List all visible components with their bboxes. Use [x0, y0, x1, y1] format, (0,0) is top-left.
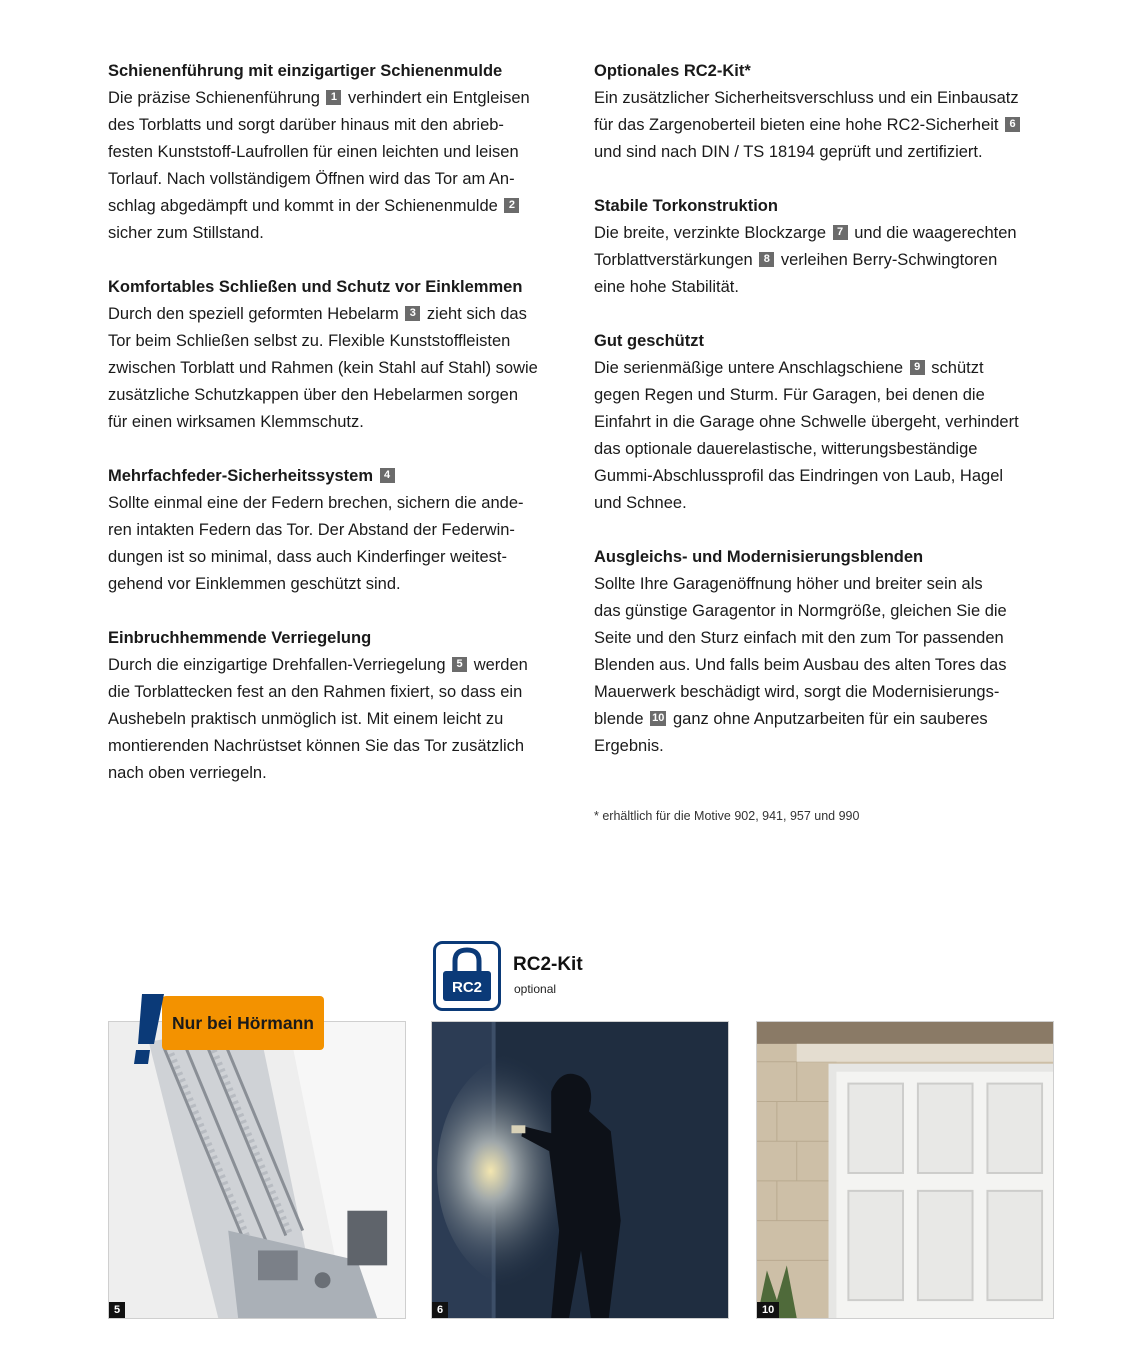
- body-line: des Torblatts und sorgt darüber hinaus mit den abrieb-: [108, 116, 504, 134]
- body-line: das günstige Garagentor in Normgröße, gleichen Sie die: [594, 602, 1007, 620]
- photo-number: 6: [432, 1302, 448, 1318]
- body-line: Durch die einzigartige Drehfallen-Verriegelung 5 werden: [108, 656, 528, 674]
- callout-badge: 6: [1005, 117, 1020, 132]
- callout-badge: 4: [380, 468, 395, 483]
- body-line: gegen Regen und Sturm. Für Garagen, bei denen die: [594, 386, 985, 404]
- white-garage-door-photo: [756, 1021, 1054, 1319]
- section-heading: Komfortables Schließen und Schutz vor Einklemmen: [108, 278, 523, 296]
- body-line: zwischen Torblatt und Rahmen (kein Stahl auf Stahl) sowie: [108, 359, 538, 377]
- callout-badge: 8: [759, 252, 774, 267]
- section-heading: Schienenführung mit einzigartiger Schienenmulde: [108, 62, 503, 80]
- photo-number: 10: [757, 1302, 779, 1318]
- text-section: [594, 58, 1059, 166]
- callout-badge: 10: [652, 712, 665, 724]
- text-section: [108, 625, 573, 787]
- body-line: Die präzise Schienenführung 1 verhindert ein Entgleisen: [108, 89, 530, 107]
- body-line: schlag abgedämpft und kommt in der Schienenmulde 2: [108, 193, 573, 220]
- body-line: sicher zum Stillstand.: [108, 224, 264, 242]
- section-heading: Einbruchhemmende Verriegelung: [108, 629, 372, 647]
- svg-text:RC2: RC2: [451, 979, 483, 996]
- burglar-flashlight-photo: [431, 1021, 729, 1319]
- promo-ribbon: Nur bei Hörmann: [162, 996, 324, 1050]
- callout-badge: 9: [910, 360, 925, 375]
- body-line: Ein zusätzlicher Sicherheitsverschluss und ein Einbausatz: [594, 89, 1019, 107]
- body-line: Tor beim Schließen selbst zu. Flexible Kunststoffleisten: [108, 332, 511, 350]
- body-line: Gummi-Abschlussprofil das Eindringen von Laub, Hagel: [594, 467, 1004, 485]
- body-line: Die serienmäßige untere Anschlagschiene 9 schützt: [594, 359, 984, 377]
- body-line: dungen ist so minimal, dass auch Kinderfinger weitest-: [108, 548, 507, 566]
- body-line: Die breite, verzinkte Blockzarge 7 und die waagerechten: [594, 224, 1017, 242]
- body-line: nach oben verriegeln.: [108, 764, 267, 782]
- body-line: und sind nach DIN / TS 18194 geprüft und zertifiziert.: [594, 143, 983, 161]
- section-heading: Optionales RC2-Kit*: [594, 62, 751, 80]
- body-line: Mauerwerk beschädigt wird, sorgt die Modernisierungs-: [594, 683, 1000, 701]
- body-line: Seite und den Sturz einfach mit den zum Tor passenden: [594, 629, 1004, 647]
- text-section: [108, 463, 573, 598]
- rc2-kit-subtitle: optional: [514, 982, 557, 996]
- text-section: [108, 58, 573, 247]
- body-line: Ergebnis.: [594, 737, 664, 755]
- body-line: das optionale dauerelastische, witterungsbeständige: [594, 440, 978, 458]
- body-line: ren intakten Federn das Tor. Der Abstand der Federwin-: [108, 521, 515, 539]
- photo-number: 5: [109, 1302, 125, 1318]
- exclamation-icon: [130, 994, 168, 1066]
- body-line: festen Kunststoff-Laufrollen für einen leichten und leisen: [108, 143, 519, 161]
- text-section: [108, 274, 573, 436]
- callout-badge: 7: [833, 225, 848, 240]
- section-heading: Stabile Torkonstruktion: [594, 197, 778, 215]
- left-column: [108, 58, 573, 814]
- body-line: blende 10 ganz ohne Anputzarbeiten für ein sauberes: [594, 710, 988, 728]
- body-line: für einen wirksamen Klemmschutz.: [108, 413, 364, 431]
- body-line: Torlauf. Nach vollständigem Öffnen wird das Tor am An-: [108, 170, 515, 188]
- body-line: Sollte Ihre Garagenöffnung höher und breiter sein als: [594, 575, 983, 593]
- body-line: eine hohe Stabilität.: [594, 278, 739, 296]
- body-line: montierenden Nachrüstset können Sie das Tor zusätzlich: [108, 737, 525, 755]
- text-section: [594, 193, 1059, 301]
- body-line: Aushebeln praktisch unmöglich ist. Mit einem leicht zu: [108, 710, 504, 728]
- text-section: [594, 544, 1059, 760]
- body-line: für das Zargenoberteil bieten eine hohe RC2-Sicherheit 6: [594, 112, 1059, 139]
- section-heading: Mehrfachfeder-Sicherheitssystem 4: [108, 463, 573, 490]
- body-line: Blenden aus. Und falls beim Ausbau des alten Tores das: [594, 656, 1007, 674]
- body-line: und Schnee.: [594, 494, 687, 512]
- footnote: * erhältlich für die Motive 902, 941, 957 und 990: [594, 809, 860, 823]
- body-line: die Torblattecken fest an den Rahmen fixiert, so dass ein: [108, 683, 523, 701]
- body-line: Torblattverstärkungen 8 verleihen Berry-Schwingtoren: [594, 251, 998, 269]
- callout-badge: 3: [405, 306, 420, 321]
- text-section: [594, 328, 1059, 517]
- body-line: gehend vor Einklemmen geschützt sind.: [108, 575, 401, 593]
- section-heading: Gut geschützt: [594, 332, 704, 350]
- section-heading: Ausgleichs- und Modernisierungsblenden: [594, 548, 924, 566]
- callout-badge: 2: [504, 198, 519, 213]
- right-column: [594, 58, 1059, 787]
- body-line: Einfahrt in die Garage ohne Schwelle übergeht, verhindert: [594, 413, 1019, 431]
- callout-badge: 5: [452, 657, 467, 672]
- body-line: Sollte einmal eine der Federn brechen, sichern die ande-: [108, 494, 524, 512]
- body-line: zusätzliche Schutzkappen über den Hebelarmen sorgen: [108, 386, 519, 404]
- body-line: Durch den speziell geformten Hebelarm 3 zieht sich das: [108, 305, 527, 323]
- callout-badge: 1: [326, 90, 341, 105]
- rc2-kit-title: RC2-Kit: [513, 954, 583, 975]
- rc2-lock-icon: [433, 941, 501, 1011]
